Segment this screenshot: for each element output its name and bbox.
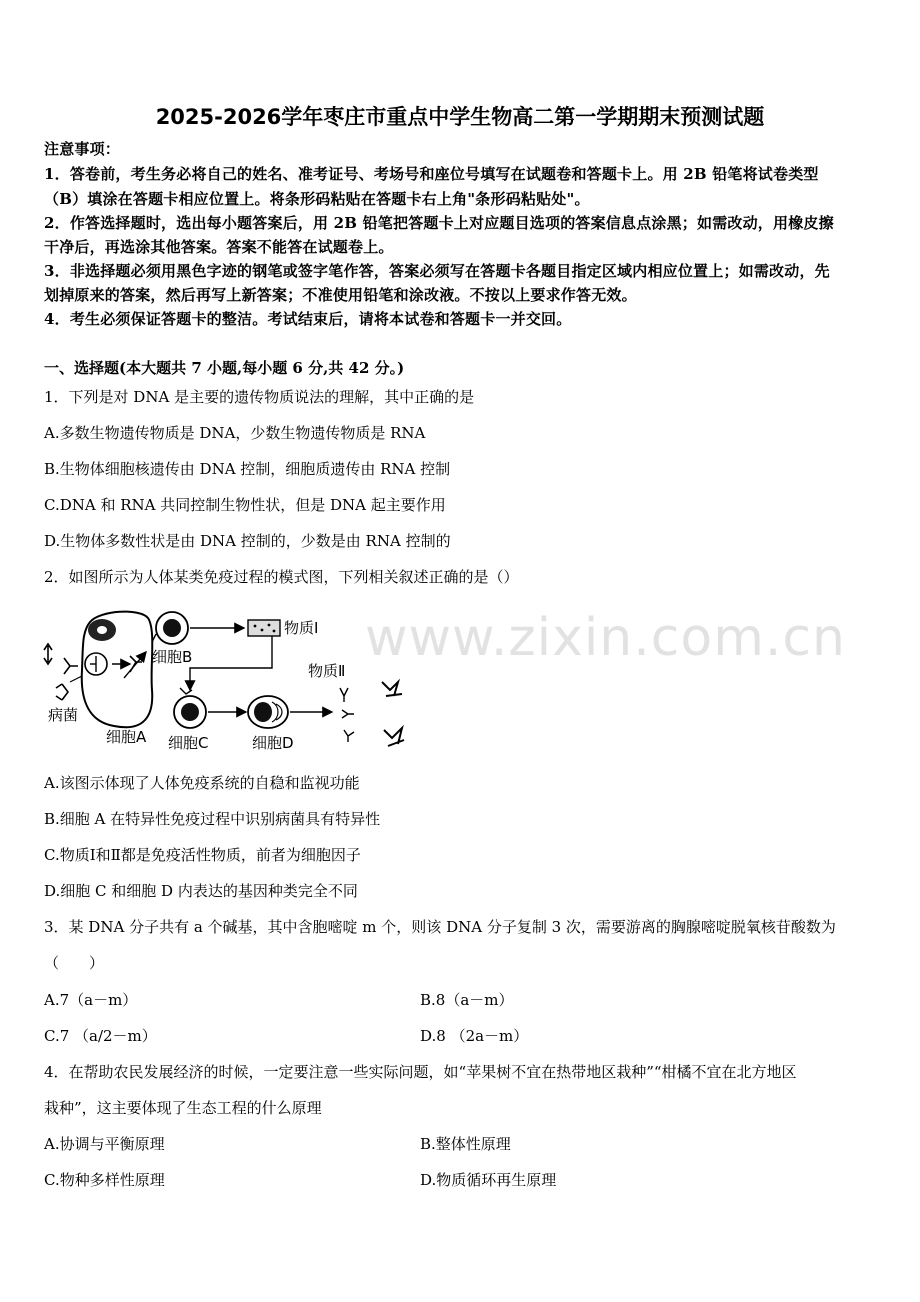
bacteria-icon: [382, 682, 402, 696]
cell-d-label: 细胞D: [252, 734, 294, 752]
section-heading: 一、选择题(本大题共 7 小题,每小题 6 分,共 42 分。): [44, 359, 405, 377]
bacteria-icon: [56, 684, 68, 700]
page-title: 2025-2026学年枣庄市重点中学生物高二第一学期期末预测试题: [155, 105, 765, 129]
notice-line: 3．非选择题必须用黑色字迹的钢笔或签字笔作答，答案必须写在答题卡各题目指定区域内相应位置上；如需改动，先: [44, 262, 830, 280]
question-4-option-d: D.物质循环再生原理: [420, 1171, 557, 1189]
antibody-icon: [342, 710, 354, 718]
question-3-option-c: C.7 （a/2－m）: [44, 1027, 157, 1045]
question-4-stem: 4．在帮助农民发展经济的时候，一定要注意一些实际问题，如“苹果树不宜在热带地区栽种”“柑橘不宜在北方地区: [44, 1063, 797, 1081]
notice-line: 4．考生必须保证答题卡的整洁。考试结束后，请将本试卷和答题卡一并交回。: [44, 310, 572, 328]
question-4-option-a: A.协调与平衡原理: [44, 1135, 165, 1153]
question-2-option-b: B.细胞 A 在特异性免疫过程中识别病菌具有特异性: [44, 810, 381, 828]
immune-process-figure: [40, 606, 420, 758]
substance-1-box: [248, 620, 280, 636]
question-2-stem: 2．如图所示为人体某类免疫过程的模式图，下列相关叙述正确的是（）: [44, 568, 519, 586]
question-3-option-b: B.8（a－m）: [420, 991, 514, 1009]
question-3-option-d: D.8 （2a－m）: [420, 1027, 529, 1045]
cell-b-label: 细胞B: [152, 648, 193, 666]
bacteria-icon: [384, 728, 404, 746]
notice-line: 1．答卷前，考生务必将自己的姓名、准考证号、考场号和座位号填写在试题卷和答题卡上。用 2B 铅笔将试卷类型: [44, 165, 819, 183]
question-3-stem-cont: （ ）: [44, 954, 105, 972]
watermark: www.zixin.com.cn: [365, 608, 846, 668]
question-3-stem: 3．某 DNA 分子共有 a 个碱基，其中含胞嘧啶 m 个，则该 DNA 分子复制 3 次，需要游离的胸腺嘧啶脱氧核苷酸数为: [44, 918, 836, 936]
question-4-option-b: B.整体性原理: [420, 1135, 511, 1153]
question-2-option-c: C.物质Ⅰ和Ⅱ都是免疫活性物质，前者为细胞因子: [44, 846, 361, 864]
question-2-option-d: D.细胞 C 和细胞 D 内表达的基因种类完全不同: [44, 882, 358, 900]
cell-a-label: 细胞A: [106, 728, 147, 746]
bacteria-icon: [44, 644, 52, 664]
substance-1-label: 物质Ⅰ: [284, 619, 319, 637]
antibody-icon: [340, 688, 348, 702]
question-3-option-a: A.7（a－m）: [44, 991, 138, 1009]
question-4-option-c: C.物种多样性原理: [44, 1171, 165, 1189]
substance-2-label: 物质Ⅱ: [308, 662, 346, 680]
antibody-icon: [344, 730, 354, 742]
notice-line: （B）填涂在答题卡相应位置上。将条形码粘贴在答题卡右上角"条形码粘贴处"。: [44, 190, 590, 208]
question-1-stem: 1．下列是对 DNA 是主要的遗传物质说法的理解，其中正确的是: [44, 388, 475, 406]
bacteria-icon: [64, 658, 78, 674]
notice-line: 2．作答选择题时，选出每小题答案后，用 2B 铅笔把答题卡上对应题目选项的答案信息点涂黑；如需改动，用橡皮擦: [44, 214, 834, 232]
question-2-option-a: A.该图示体现了人体免疫系统的自稳和监视功能: [44, 774, 360, 792]
question-1-option-a: A.多数生物遗传物质是 DNA，少数生物遗传物质是 RNA: [44, 424, 426, 442]
notice-line: 干净后，再选涂其他答案。答案不能答在试题卷上。: [44, 238, 394, 256]
notice-heading: 注意事项：: [44, 140, 121, 158]
cell-c-label: 细胞C: [168, 734, 209, 752]
notice-line: 划掉原来的答案，然后再写上新答案；不准使用铅笔和涂改液。不按以上要求作答无效。: [44, 286, 637, 304]
question-1-option-c: C.DNA 和 RNA 共同控制生物性状，但是 DNA 起主要作用: [44, 496, 446, 514]
question-1-option-d: D.生物体多数性状是由 DNA 控制的，少数是由 RNA 控制的: [44, 532, 451, 550]
question-1-option-b: B.生物体细胞核遗传由 DNA 控制，细胞质遗传由 RNA 控制: [44, 460, 451, 478]
bacteria-label: 病菌: [48, 706, 79, 724]
question-4-stem-cont: 栽种”，这主要体现了生态工程的什么原理: [44, 1099, 322, 1117]
